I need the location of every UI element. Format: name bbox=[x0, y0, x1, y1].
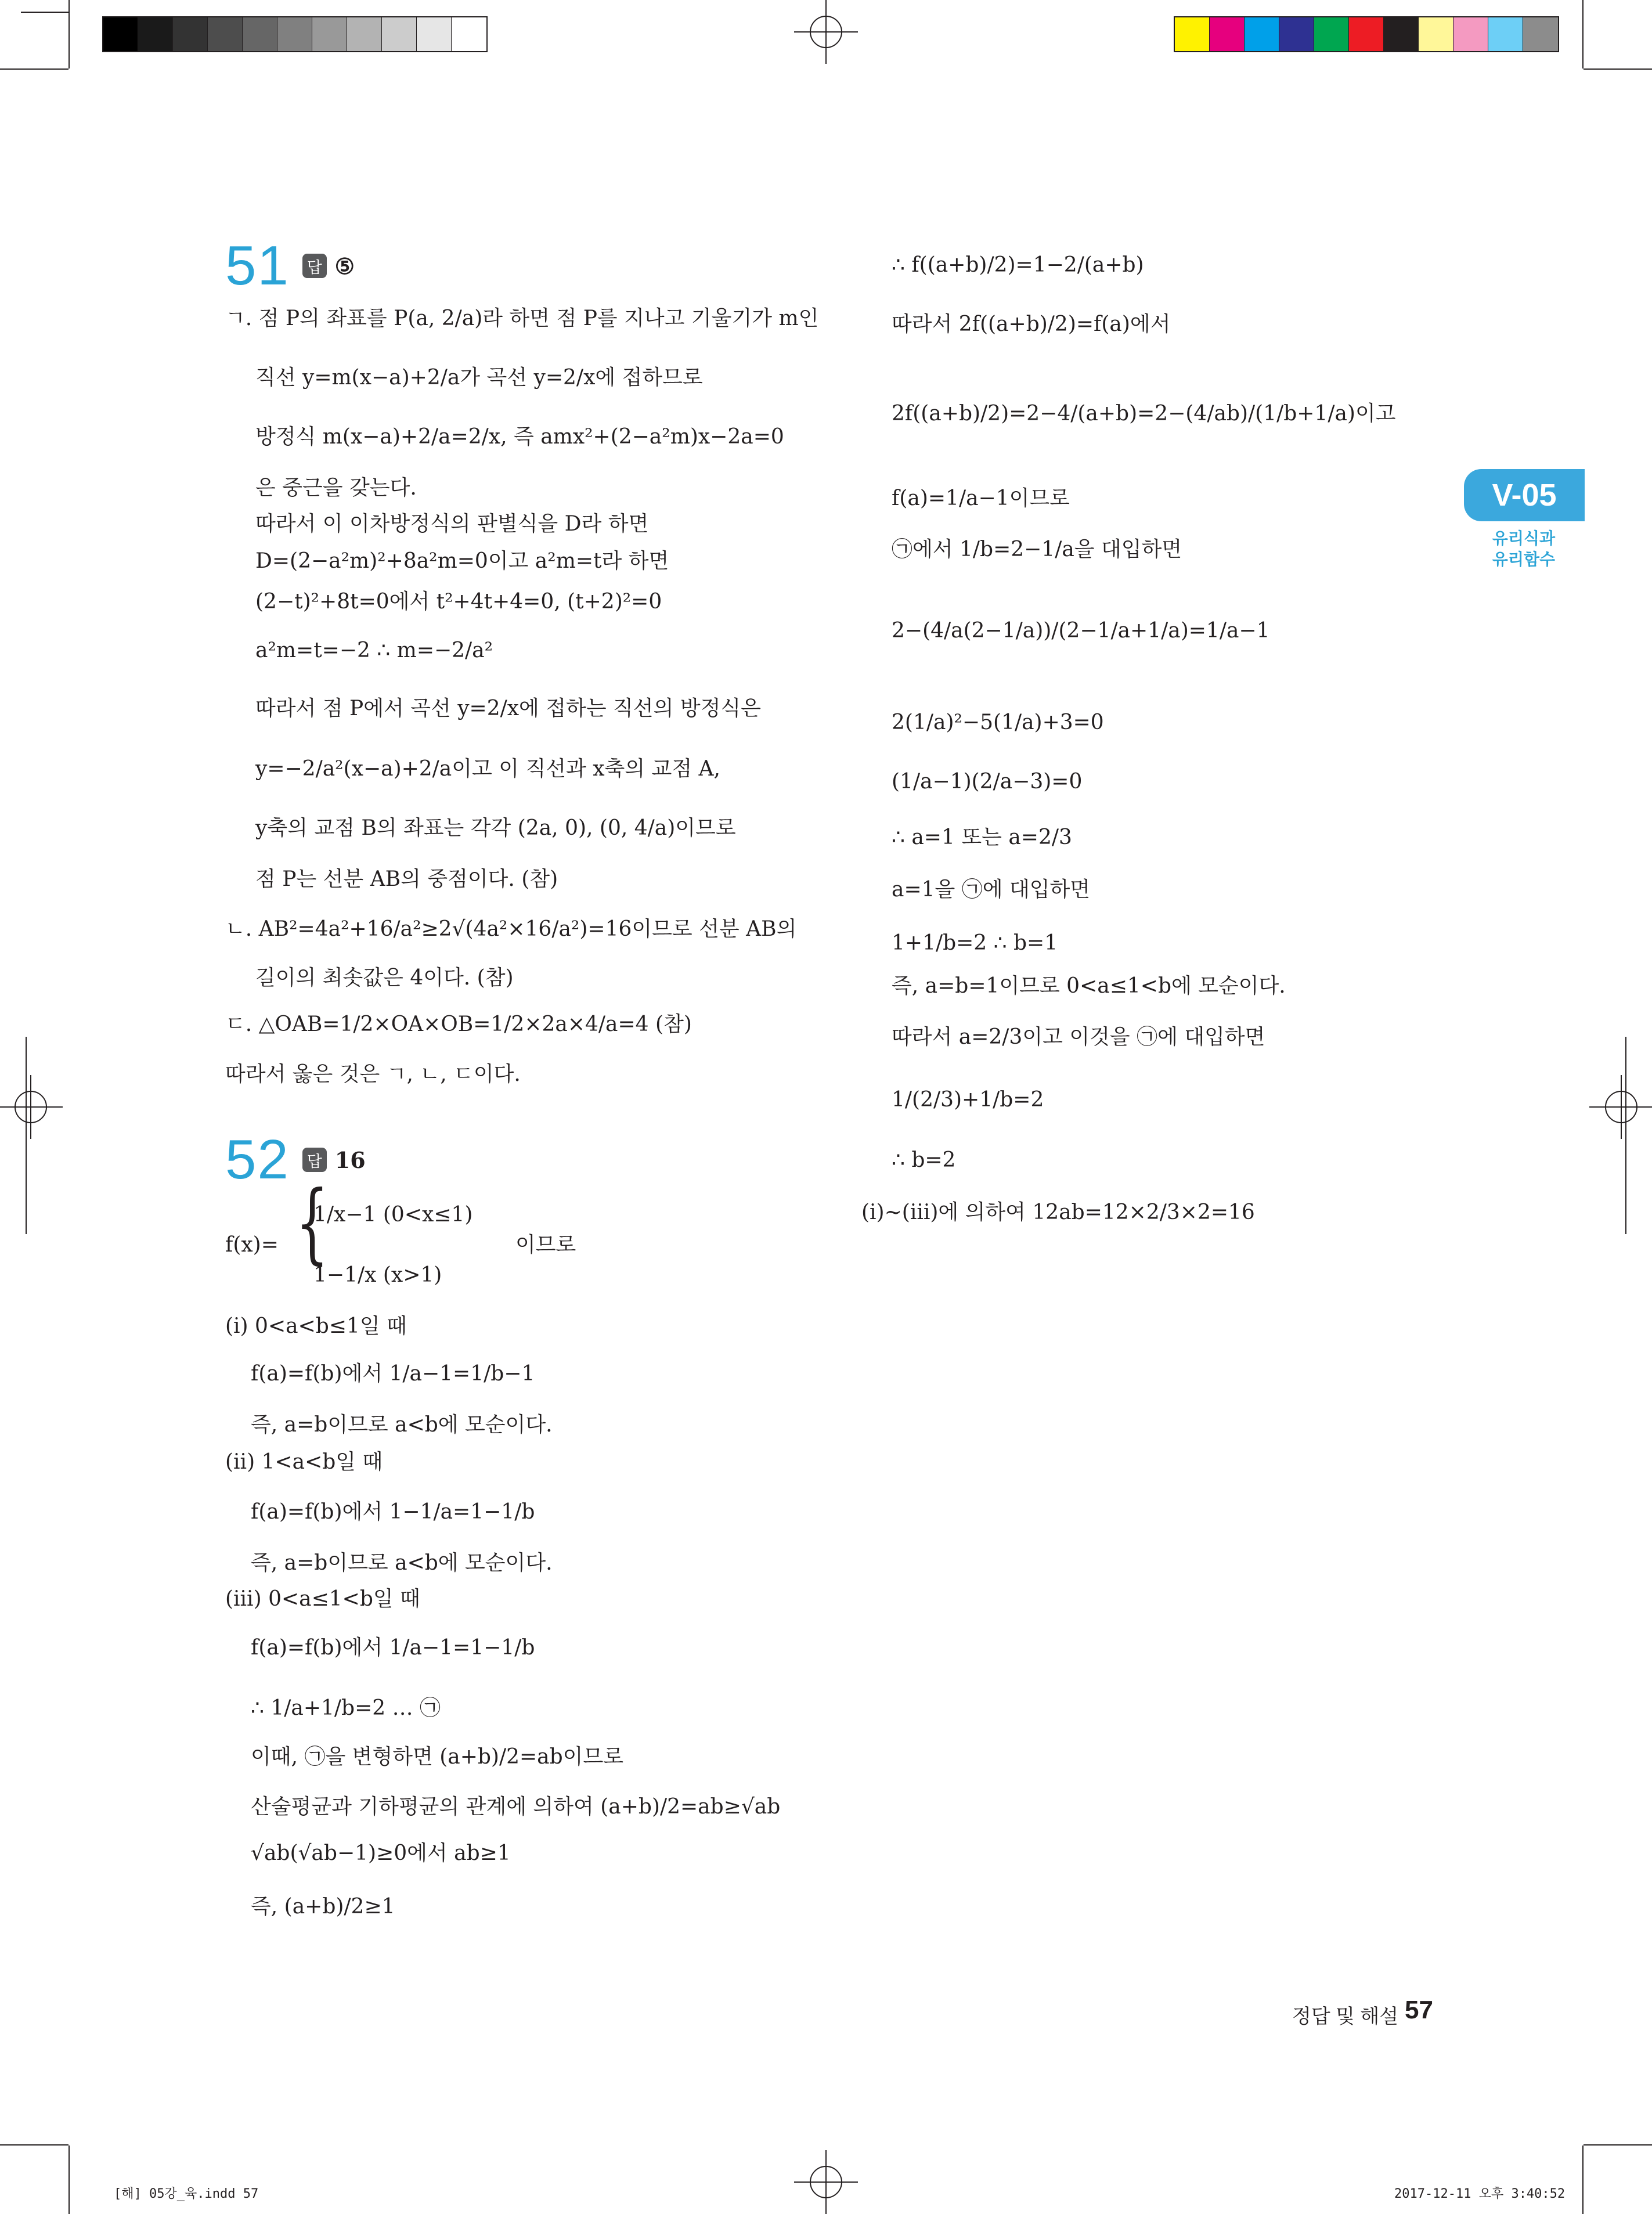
p52-line: f(a)=f(b)에서 1/a−1=1/b−1 bbox=[251, 1362, 535, 1386]
slug-left: [해] 05강_육.indd 57 bbox=[114, 2187, 259, 2201]
crop-mark-br-h bbox=[1584, 2144, 1652, 2146]
p52-line: ∴ 1/a+1/b=2 … ㉠ bbox=[251, 1696, 441, 1720]
p51-line: D=(2−a²m)²+8a²m=0이고 a²m=t라 하면 bbox=[255, 549, 669, 573]
color-swatch bbox=[1419, 17, 1453, 51]
color-swatch bbox=[1314, 17, 1349, 51]
p51-line: ㄷ. △OAB=1/2×OA×OB=1/2×2a×4/a=4 (참) bbox=[225, 1012, 692, 1036]
answer-badge: 답 bbox=[302, 1148, 327, 1172]
p51-line: 직선 y=m(x−a)+2/a가 곡선 y=2/x에 접하므로 bbox=[255, 366, 703, 390]
color-swatch bbox=[1453, 17, 1488, 51]
p52-line: √ab(√ab−1)≥0에서 ab≥1 bbox=[251, 1841, 511, 1865]
color-swatch bbox=[1279, 17, 1314, 51]
gray-swatch bbox=[417, 17, 452, 51]
color-swatch bbox=[1384, 17, 1419, 51]
p52-line: 즉, (a+b)/2≥1 bbox=[251, 1895, 395, 1919]
chapter-tab-sub-1: 유리식과 bbox=[1492, 529, 1556, 547]
p52-line: (ⅱ) 1<a<b일 때 bbox=[225, 1450, 383, 1474]
crop-mark-tl-v bbox=[68, 0, 70, 68]
p51-line: 방정식 m(x−a)+2/a=2/x, 즉 amx²+(2−a²m)x−2a=0 bbox=[255, 425, 784, 449]
p51-line: 따라서 점 P에서 곡선 y=2/x에 접하는 직선의 방정식은 bbox=[255, 697, 761, 720]
p51-line: 은 중근을 갖는다. bbox=[255, 476, 417, 500]
right-line: ∴ a=1 또는 a=2/3 bbox=[892, 825, 1072, 849]
problem-number: 51 bbox=[225, 235, 290, 297]
registration-target-bottom bbox=[794, 2150, 858, 2214]
p51-line: y=−2/a²(x−a)+2/a이고 이 직선과 x축의 교점 A, bbox=[255, 757, 720, 781]
answer-badge: 답 bbox=[302, 254, 327, 278]
p52-line: 즉, a=b이므로 a<b에 모순이다. bbox=[251, 1413, 553, 1437]
right-line: (ⅰ)~(ⅲ)에 의하여 12ab=12×2/3×2=16 bbox=[861, 1200, 1255, 1224]
crop-mark-bl-h bbox=[0, 2144, 68, 2146]
gray-swatch bbox=[208, 17, 243, 51]
p52-line: 이때, ㉠을 변형하면 (a+b)/2=ab이므로 bbox=[251, 1745, 624, 1769]
p51-line: ㄱ. 점 P의 좌표를 P(a, 2/a)라 하면 점 P를 지나고 기울기가 m인 bbox=[225, 307, 819, 330]
piecewise-lhs: f(x)= bbox=[225, 1233, 279, 1257]
p51-line: 따라서 옳은 것은 ㄱ, ㄴ, ㄷ이다. bbox=[225, 1062, 521, 1086]
chapter-tab: V-05 bbox=[1464, 469, 1585, 521]
right-line: 즉, a=b=1이므로 0<a≤1<b에 모순이다. bbox=[892, 974, 1286, 998]
grayscale-strip bbox=[102, 16, 488, 52]
piecewise-case-2: 1−1/x (x>1) bbox=[313, 1263, 442, 1287]
gray-swatch bbox=[382, 17, 417, 51]
problem-number: 52 bbox=[225, 1128, 290, 1191]
p51-line: 따라서 이 이차방정식의 판별식을 D라 하면 bbox=[255, 512, 649, 536]
color-swatch bbox=[1245, 17, 1279, 51]
p52-line: (ⅲ) 0<a≤1<b일 때 bbox=[225, 1587, 420, 1611]
crop-mark-tr-v bbox=[1582, 0, 1584, 68]
right-line: 1+1/b=2 ∴ b=1 bbox=[892, 931, 1058, 955]
registration-target-right bbox=[1589, 1075, 1652, 1139]
p51-line: y축의 교점 B의 좌표는 각각 (2a, 0), (0, 4/a)이므로 bbox=[255, 816, 736, 840]
p52-line: f(a)=f(b)에서 1/a−1=1−1/b bbox=[251, 1636, 535, 1660]
crop-mark-bl-v bbox=[68, 2146, 70, 2214]
page-number: 57 bbox=[1405, 1996, 1433, 2024]
color-swatch bbox=[1175, 17, 1210, 51]
crop-mark-tr-h bbox=[1584, 68, 1652, 70]
color-strip bbox=[1174, 16, 1559, 52]
gray-swatch bbox=[138, 17, 173, 51]
right-line: (1/a−1)(2/a−3)=0 bbox=[892, 770, 1083, 794]
gray-swatch bbox=[277, 17, 312, 51]
right-line: 2−(4/a(2−1/a))/(2−1/a+1/a)=1/a−1 bbox=[892, 619, 1270, 643]
registration-target-top bbox=[794, 0, 858, 64]
right-line: a=1을 ㉠에 대입하면 bbox=[892, 878, 1091, 902]
right-line: 1/(2/3)+1/b=2 bbox=[892, 1088, 1044, 1112]
p52-line: 즉, a=b이므로 a<b에 모순이다. bbox=[251, 1551, 553, 1575]
piecewise-case-1: 1/x−1 (0<x≤1) bbox=[313, 1203, 473, 1227]
right-line: 2f((a+b)/2)=2−4/(a+b)=2−(4/ab)/(1/b+1/a)이고 bbox=[892, 402, 1396, 426]
registration-target-left bbox=[0, 1075, 63, 1139]
p51-line: (2−t)²+8t=0에서 t²+4t+4=0, (t+2)²=0 bbox=[255, 590, 662, 614]
crop-mark-tl-h2 bbox=[21, 12, 68, 13]
p52-line: 산술평균과 기하평균의 관계에 의하여 (a+b)/2=ab≥√ab bbox=[251, 1795, 781, 1819]
crop-mark-tl-h bbox=[0, 68, 68, 70]
piecewise-brace: { bbox=[295, 1173, 329, 1274]
color-swatch bbox=[1488, 17, 1523, 51]
p51-line: ㄴ. AB²=4a²+16/a²≥2√(4a²×16/a²)=16이므로 선분 AB의 bbox=[225, 917, 797, 941]
right-line: ∴ f((a+b)/2)=1−2/(a+b) bbox=[892, 253, 1144, 277]
right-line: 따라서 a=2/3이고 이것을 ㉠에 대입하면 bbox=[892, 1025, 1265, 1049]
gray-swatch bbox=[173, 17, 208, 51]
right-line: ㉠에서 1/b=2−1/a을 대입하면 bbox=[892, 538, 1182, 561]
gray-swatch bbox=[347, 17, 382, 51]
right-line: 따라서 2f((a+b)/2)=f(a)에서 bbox=[892, 312, 1171, 336]
right-line: 2(1/a)²−5(1/a)+3=0 bbox=[892, 711, 1104, 734]
color-swatch bbox=[1523, 17, 1558, 51]
p52-line: f(a)=f(b)에서 1−1/a=1−1/b bbox=[251, 1500, 535, 1524]
color-swatch bbox=[1210, 17, 1245, 51]
gray-swatch bbox=[312, 17, 347, 51]
answer-value: ⑤ bbox=[334, 253, 355, 279]
footer-label: 정답 및 해설 bbox=[1292, 2006, 1399, 2028]
gray-swatch bbox=[452, 17, 486, 51]
answer-value: 16 bbox=[334, 1146, 366, 1173]
p51-line: 길이의 최솟값은 4이다. (참) bbox=[255, 966, 514, 990]
p51-line: a²m=t=−2 ∴ m=−2/a² bbox=[255, 639, 493, 662]
slug-right: 2017-12-11 오후 3:40:52 bbox=[1394, 2187, 1566, 2201]
color-swatch bbox=[1349, 17, 1384, 51]
problem-51-header bbox=[225, 235, 355, 297]
right-line: ∴ b=2 bbox=[892, 1148, 956, 1172]
p52-line: (ⅰ) 0<a<b≤1일 때 bbox=[225, 1314, 407, 1338]
piecewise-suffix: 이므로 bbox=[515, 1233, 576, 1257]
gray-swatch bbox=[103, 17, 138, 51]
p51-line: 점 P는 선분 AB의 중점이다. (참) bbox=[255, 867, 558, 891]
crop-mark-br-v bbox=[1582, 2146, 1584, 2214]
gray-swatch bbox=[243, 17, 277, 51]
chapter-tab-sub-2: 유리함수 bbox=[1492, 550, 1556, 568]
right-line: f(a)=1/a−1이므로 bbox=[892, 486, 1070, 510]
